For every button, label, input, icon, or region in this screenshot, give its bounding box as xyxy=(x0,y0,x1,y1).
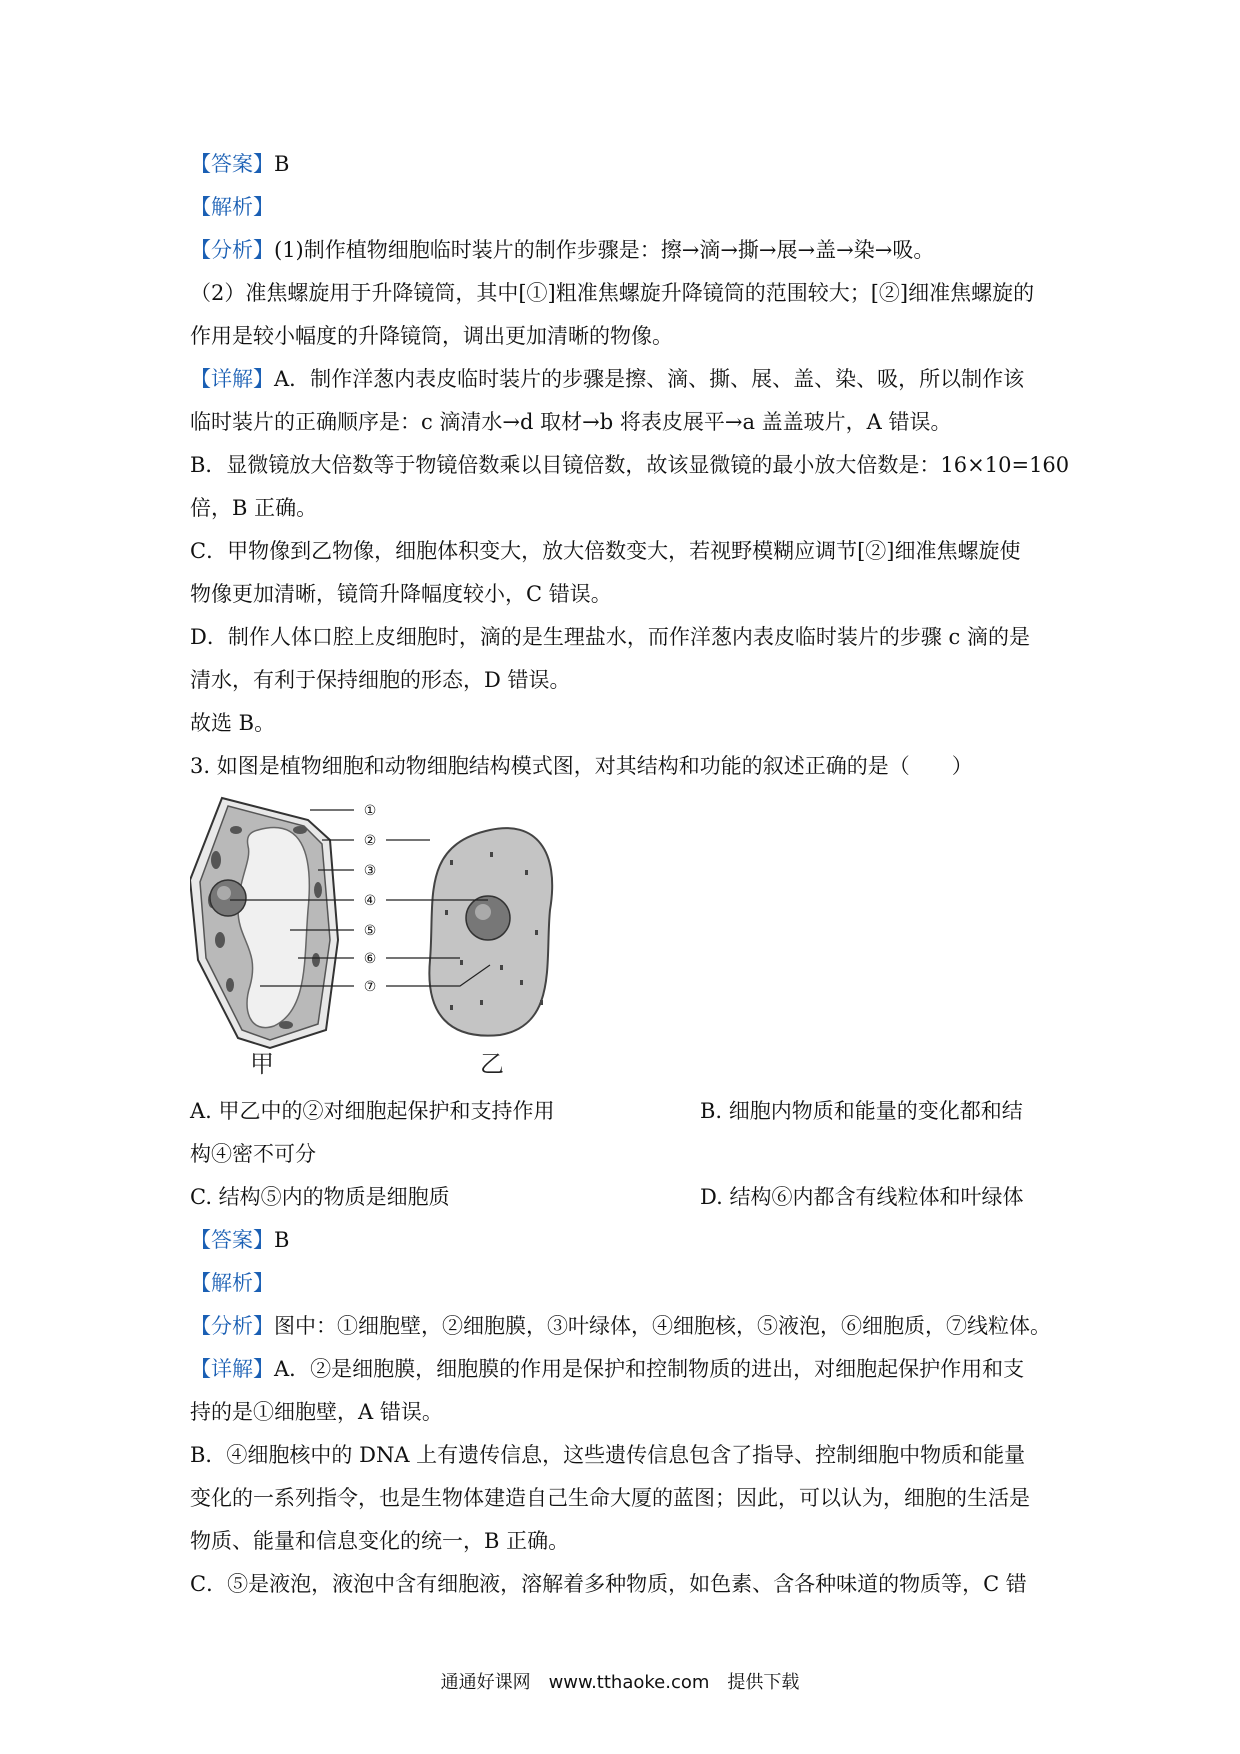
q3-analysis-tag: 【解析】 xyxy=(190,1271,274,1295)
detail-line-2: 临时装片的正确顺序是：c 滴清水→d 取材→b 将表皮展平→a 盖盖玻片，A 错误。 xyxy=(190,410,952,434)
detail-line-4: 倍，B 正确。 xyxy=(190,496,318,520)
fenxi-line-3: 作用是较小幅度的升降镜筒，调出更加清晰的物像。 xyxy=(190,324,673,348)
question-stem: 3. 如图是植物细胞和动物细胞结构模式图，对其结构和功能的叙述正确的是（ ） xyxy=(190,754,973,778)
label-5: ⑤ xyxy=(363,923,377,939)
answer-tag: 【答案】 xyxy=(190,152,274,176)
option-d: D. 结构⑥内都含有线粒体和叶绿体 xyxy=(700,1185,1024,1209)
q3-detail-line-1: 【详解】A．②是细胞膜，细胞膜的作用是保护和控制物质的进出，对细胞起保护作用和支 xyxy=(190,1357,1025,1381)
q3-detail-tag: 【详解】 xyxy=(190,1357,274,1381)
plant-cell xyxy=(190,798,338,1048)
q3-fenxi-tag: 【分析】 xyxy=(190,1314,274,1338)
detail-line-7: D．制作人体口腔上皮细胞时，滴的是生理盐水，而作洋葱内表皮临时装片的步骤 c 滴的是 xyxy=(190,625,1030,649)
q3-detail-line-2: 持的是①细胞壁，A 错误。 xyxy=(190,1400,443,1424)
detail-line-6: 物像更加清晰，镜筒升降幅度较小，C 错误。 xyxy=(190,582,612,606)
analysis-tag: 【解析】 xyxy=(190,195,274,219)
q3-detail-line-6: C．⑤是液泡，液泡中含有细胞液，溶解着多种物质，如色素、含各种味道的物质等，C 错 xyxy=(190,1572,1027,1596)
detail-line-8: 清水，有利于保持细胞的形态，D 错误。 xyxy=(190,668,571,692)
label-1: ① xyxy=(363,803,377,819)
detail-tag: 【详解】 xyxy=(190,367,274,391)
q3-fenxi-line: 【分析】图中：①细胞壁，②细胞膜，③叶绿体，④细胞核，⑤液泡，⑥细胞质，⑦线粒体。 xyxy=(190,1314,1051,1338)
q3-answer-value: B xyxy=(274,1228,290,1252)
option-b-line-1: B. 细胞内物质和能量的变化都和结 xyxy=(700,1099,1023,1123)
label-3: ③ xyxy=(363,863,377,879)
label-numbers xyxy=(364,803,377,995)
label-plant-cell: 甲 xyxy=(250,1050,274,1078)
animal-cell xyxy=(429,828,552,1036)
answer-value: B xyxy=(274,152,290,176)
fenxi-line-1: 【分析】(1)制作植物细胞临时装片的制作步骤是：擦→滴→撕→展→盖→染→吸。 xyxy=(190,238,935,262)
answer-line xyxy=(190,150,1060,178)
detail-line-5: C．甲物像到乙物像，细胞体积变大，放大倍数变大，若视野模糊应调节[②]细准焦螺旋使 xyxy=(190,539,1021,563)
conclusion-line: 故选 B。 xyxy=(190,711,276,735)
cell-diagram xyxy=(190,790,610,1080)
option-b-line-2: 构④密不可分 xyxy=(190,1142,316,1166)
label-7: ⑦ xyxy=(363,979,377,995)
q3-detail-line-4: 变化的一系列指令，也是生物体建造自己生命大厦的蓝图；因此，可以认为，细胞的生活是 xyxy=(190,1486,1030,1510)
label-2: ② xyxy=(363,833,377,849)
detail-line-1: 【详解】A．制作洋葱内表皮临时装片的步骤是擦、滴、撕、展、盖、染、吸，所以制作该 xyxy=(190,367,1025,391)
label-4: ④ xyxy=(363,893,377,909)
fenxi-line-2: （2）准焦螺旋用于升降镜筒，其中[①]粗准焦螺旋升降镜筒的范围较大；[②]细准焦螺旋的 xyxy=(190,281,1035,305)
q3-detail-line-5: 物质、能量和信息变化的统一，B 正确。 xyxy=(190,1529,570,1553)
q3-answer-line xyxy=(190,1226,1060,1254)
option-a: A. 甲乙中的②对细胞起保护和支持作用 xyxy=(190,1099,555,1123)
label-6: ⑥ xyxy=(363,951,377,967)
label-animal-cell: 乙 xyxy=(480,1050,504,1078)
q3-detail-line-3: B．④细胞核中的 DNA 上有遗传信息，这些遗传信息包含了指导、控制细胞中物质和能量 xyxy=(190,1443,1026,1467)
fenxi-tag: 【分析】 xyxy=(190,238,274,262)
q3-answer-tag: 【答案】 xyxy=(190,1228,274,1252)
option-c: C. 结构⑤内的物质是细胞质 xyxy=(190,1185,450,1209)
page-footer: 通通好课网 www.tthaoke.com 提供下载 xyxy=(440,1672,800,1693)
detail-line-3: B．显微镜放大倍数等于物镜倍数乘以目镜倍数，故该显微镜的最小放大倍数是：16×10=160 xyxy=(190,453,1070,477)
